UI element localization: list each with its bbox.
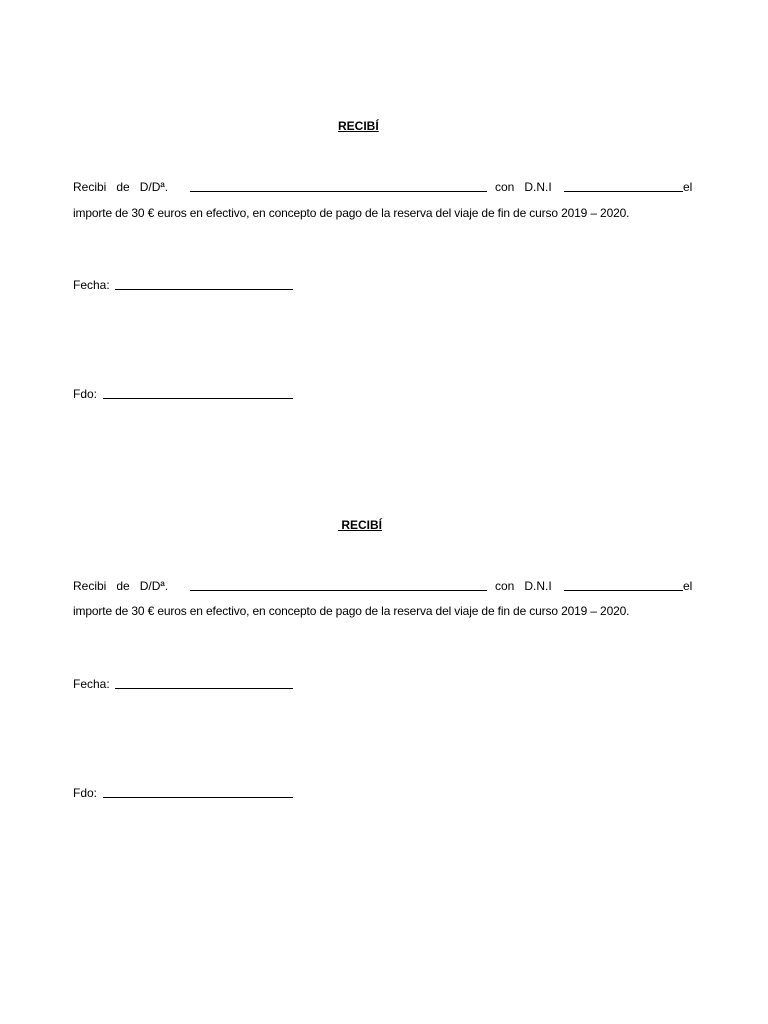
- dni-field[interactable]: [564, 191, 683, 192]
- amount-concept-text: importe de 30 € euros en efectivo, en concepto de pago de la reserva del viaje de fin de curso 2019 – 2020.: [73, 604, 630, 618]
- amount-concept-text: importe de 30 € euros en efectivo, en concepto de pago de la reserva del viaje de fin de curso 2019 – 2020.: [73, 206, 630, 220]
- payer-line: [73, 578, 694, 594]
- payer-name-field[interactable]: [190, 191, 487, 192]
- date-field[interactable]: [115, 289, 293, 290]
- dni-label: con D.N.I: [495, 579, 552, 593]
- payer-name-field[interactable]: [190, 590, 487, 591]
- signature-field[interactable]: [103, 398, 293, 399]
- date-label: Fecha:: [73, 278, 110, 292]
- dni-label: con D.N.I: [495, 180, 552, 194]
- signature-label: Fdo:: [73, 786, 98, 800]
- receipt-title: RECIBÍ: [338, 518, 383, 532]
- date-field[interactable]: [115, 688, 293, 689]
- receipt-title: RECIBÍ: [338, 119, 379, 133]
- el-text: el: [683, 180, 693, 194]
- date-label: Fecha:: [73, 677, 110, 691]
- signature-label: Fdo:: [73, 387, 98, 401]
- payer-line: [73, 179, 694, 195]
- payer-label: Recibi de D/Dª.: [73, 180, 169, 194]
- payer-label: Recibi de D/Dª.: [73, 579, 169, 593]
- dni-field[interactable]: [564, 590, 683, 591]
- signature-field[interactable]: [103, 797, 293, 798]
- el-text: el: [683, 579, 693, 593]
